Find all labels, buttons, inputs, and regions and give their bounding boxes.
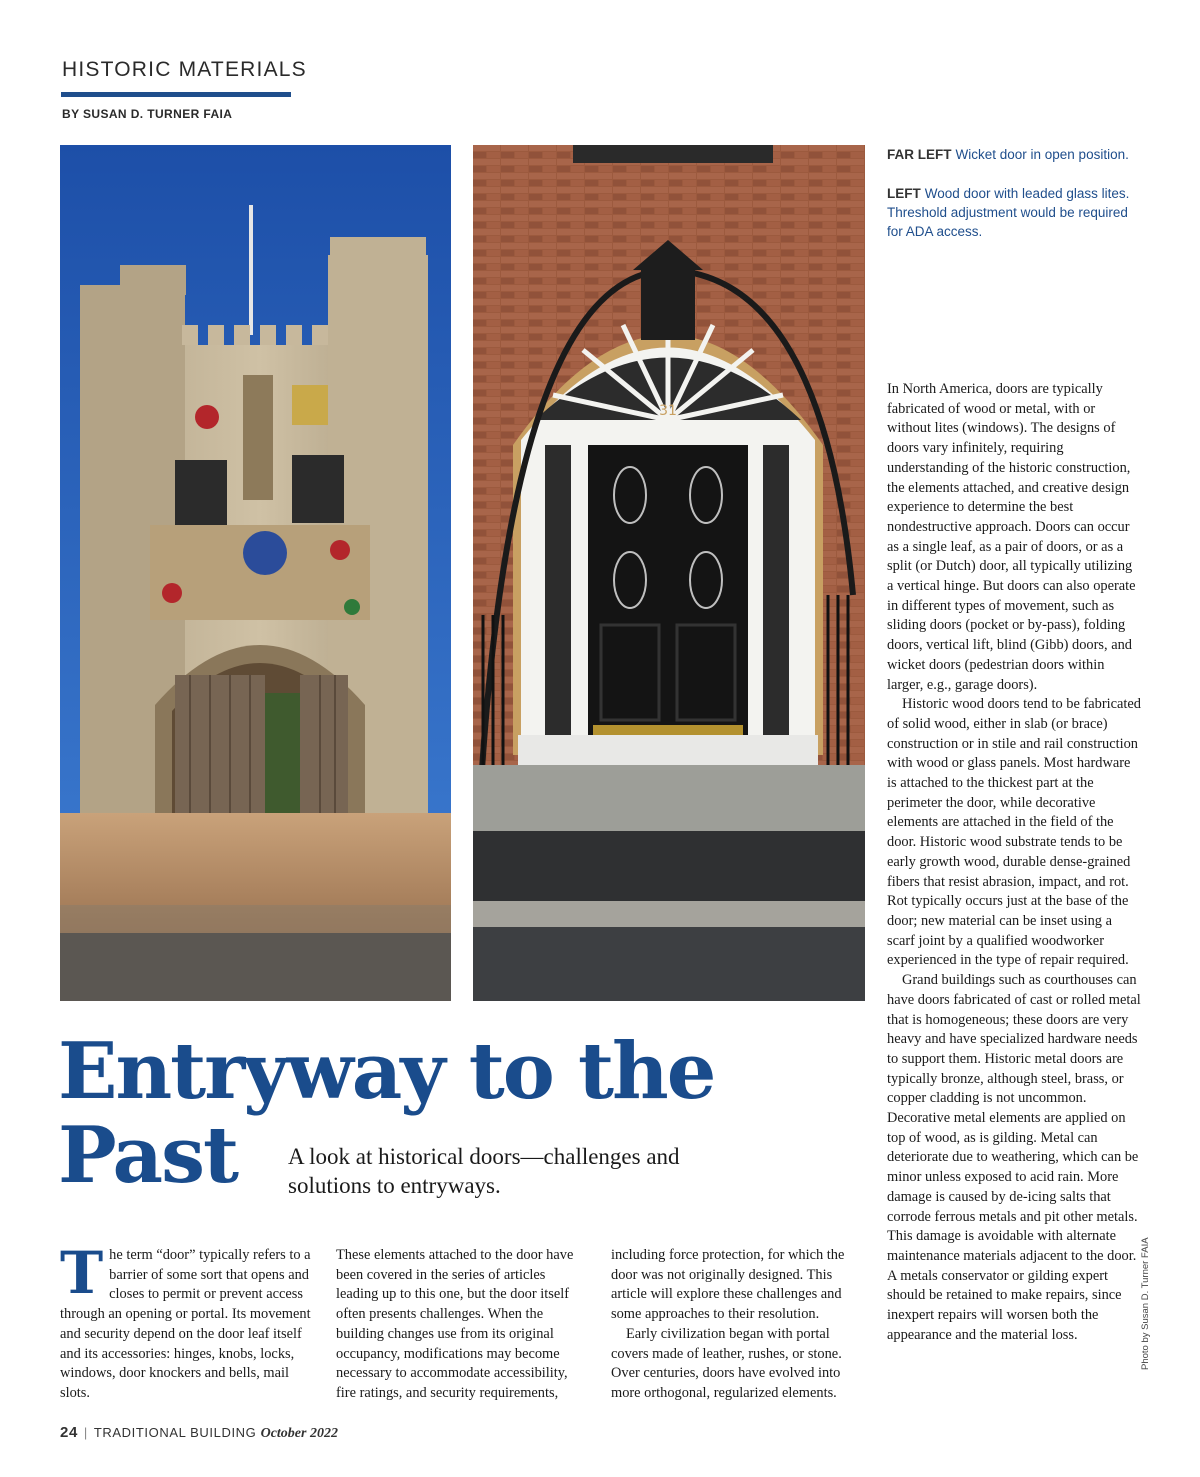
body-col2-text: These elements attached to the door have been covered in the series of articles leading up to this one, but the door itself often presents challenges. When the building changes use from its original occupancy, modifications may become necessary to accommodate accessibility, fire ratings, and security requirements,: [336, 1247, 574, 1401]
section-label: HISTORIC MATERIALS: [62, 58, 307, 81]
section-rule: [61, 92, 291, 97]
body-col1-text: he term “door” typically refers to a barrier of some sort that opens and closes to permit or prevent access through an opening or portal. Its movement and security depend on the door leaf itself and its accessories: hinges, knobs, locks, windows, door knockers and bells, mail slots.: [60, 1247, 311, 1401]
georgian-door-photo: [473, 145, 865, 1001]
photo-credit: Photo by Susan D. Turner FAIA: [1140, 1237, 1151, 1370]
caption-left-text: Wood door with leaded glass lites. Threshold adjustment would be required for ADA access.: [887, 186, 1130, 239]
gatehouse-photo: [60, 145, 451, 1001]
dropcap: T: [60, 1239, 104, 1307]
body-column-4: [887, 380, 1142, 1345]
body-column-3: [611, 1246, 863, 1404]
footer: [60, 1424, 338, 1442]
issue-date: October 2022: [260, 1426, 338, 1441]
footer-separator: |: [83, 1425, 88, 1440]
page-number: 24: [60, 1424, 78, 1441]
body-col3-p2: Early civilization began with portal covers made of leather, rushes, or stone. Over centuries, doors have evolved into more orthogonal, regularized elements.: [611, 1325, 842, 1401]
door-number: 31: [659, 403, 677, 419]
headline-line-1: Entryway to the: [58, 1026, 715, 1117]
caption-far-left-text: Wicket door in open position.: [955, 147, 1129, 162]
publication-name: TRADITIONAL BUILDING: [93, 1425, 257, 1440]
body-column-1: [60, 1239, 312, 1404]
caption-far-left-label: FAR LEFT: [887, 147, 952, 162]
caption-left-label: LEFT: [887, 186, 921, 201]
body-col4-p2: Historic wood doors tend to be fabricated of solid wood, either in slab (or brace) construction or in stile and rail construction with wood or glass panels. Most hardware is attached to the thickest part at the perimeter the door, while decorative elements are attached in the field of the door. Historic wood substrate tends to be early growth wood, durable dense-grained fibers that resist abrasion, impact, and rot. Rot typically occurs just at the base of the door; new material can be inset using a scarf joint by a qualified woodworker experienced in the type of repair required.: [887, 696, 1141, 969]
byline: BY SUSAN D. TURNER FAIA: [62, 107, 233, 121]
body-col4-p1: In North America, doors are typically fabricated of wood or metal, with or without lites (windows). The designs of doors vary infinitely, requiring understanding of the historic construction, the elements attached, and creative design experience to determine the best nondestructive approach. Doors can occur as a single leaf, as a pair of doors, or as a split (or Dutch) door, all typically utilizing a vertical hinge. But doors can also operate in different types of movement, such as sliding doors (pocket or by-pass), folding doors, vertical lift, blind (Gibb) doors, and wicket doors (pedestrian doors within larger, e.g., garage doors).: [887, 381, 1136, 693]
body-column-2: [336, 1246, 588, 1404]
body-col4-p3: Grand buildings such as courthouses can have doors fabricated of cast or rolled metal that is homogeneous; these doors are very heavy and have specialized hardware needs to support them. Historic metal doors are typically bronze, although steel, brass, or copper cladding is not uncommon. Decorative metal elements are applied on top of wood, as is gilding. Metal can deteriorate due to weathering, which can be minor unless exposed to acid rain. More damage is caused by de-icing salts that corrode ferrous metals and pit other metals. This damage is avoidable with alternate maintenance materials adjacent to the door. A metals conservator or gilding expert should be retained to make repairs, since inexpert repairs will worsen both the appearance and the material loss.: [887, 972, 1141, 1343]
caption-left: [887, 184, 1137, 241]
caption-far-left: [887, 145, 1167, 164]
body-col3-p1: including force protection, for which the door was not originally designed. This article will explore these challenges and some approaches to their resolution.: [611, 1247, 845, 1323]
deck: A look at historical doors—challenges and solutions to entryways.: [288, 1144, 680, 1198]
headline-line-2: Past: [58, 1110, 238, 1201]
